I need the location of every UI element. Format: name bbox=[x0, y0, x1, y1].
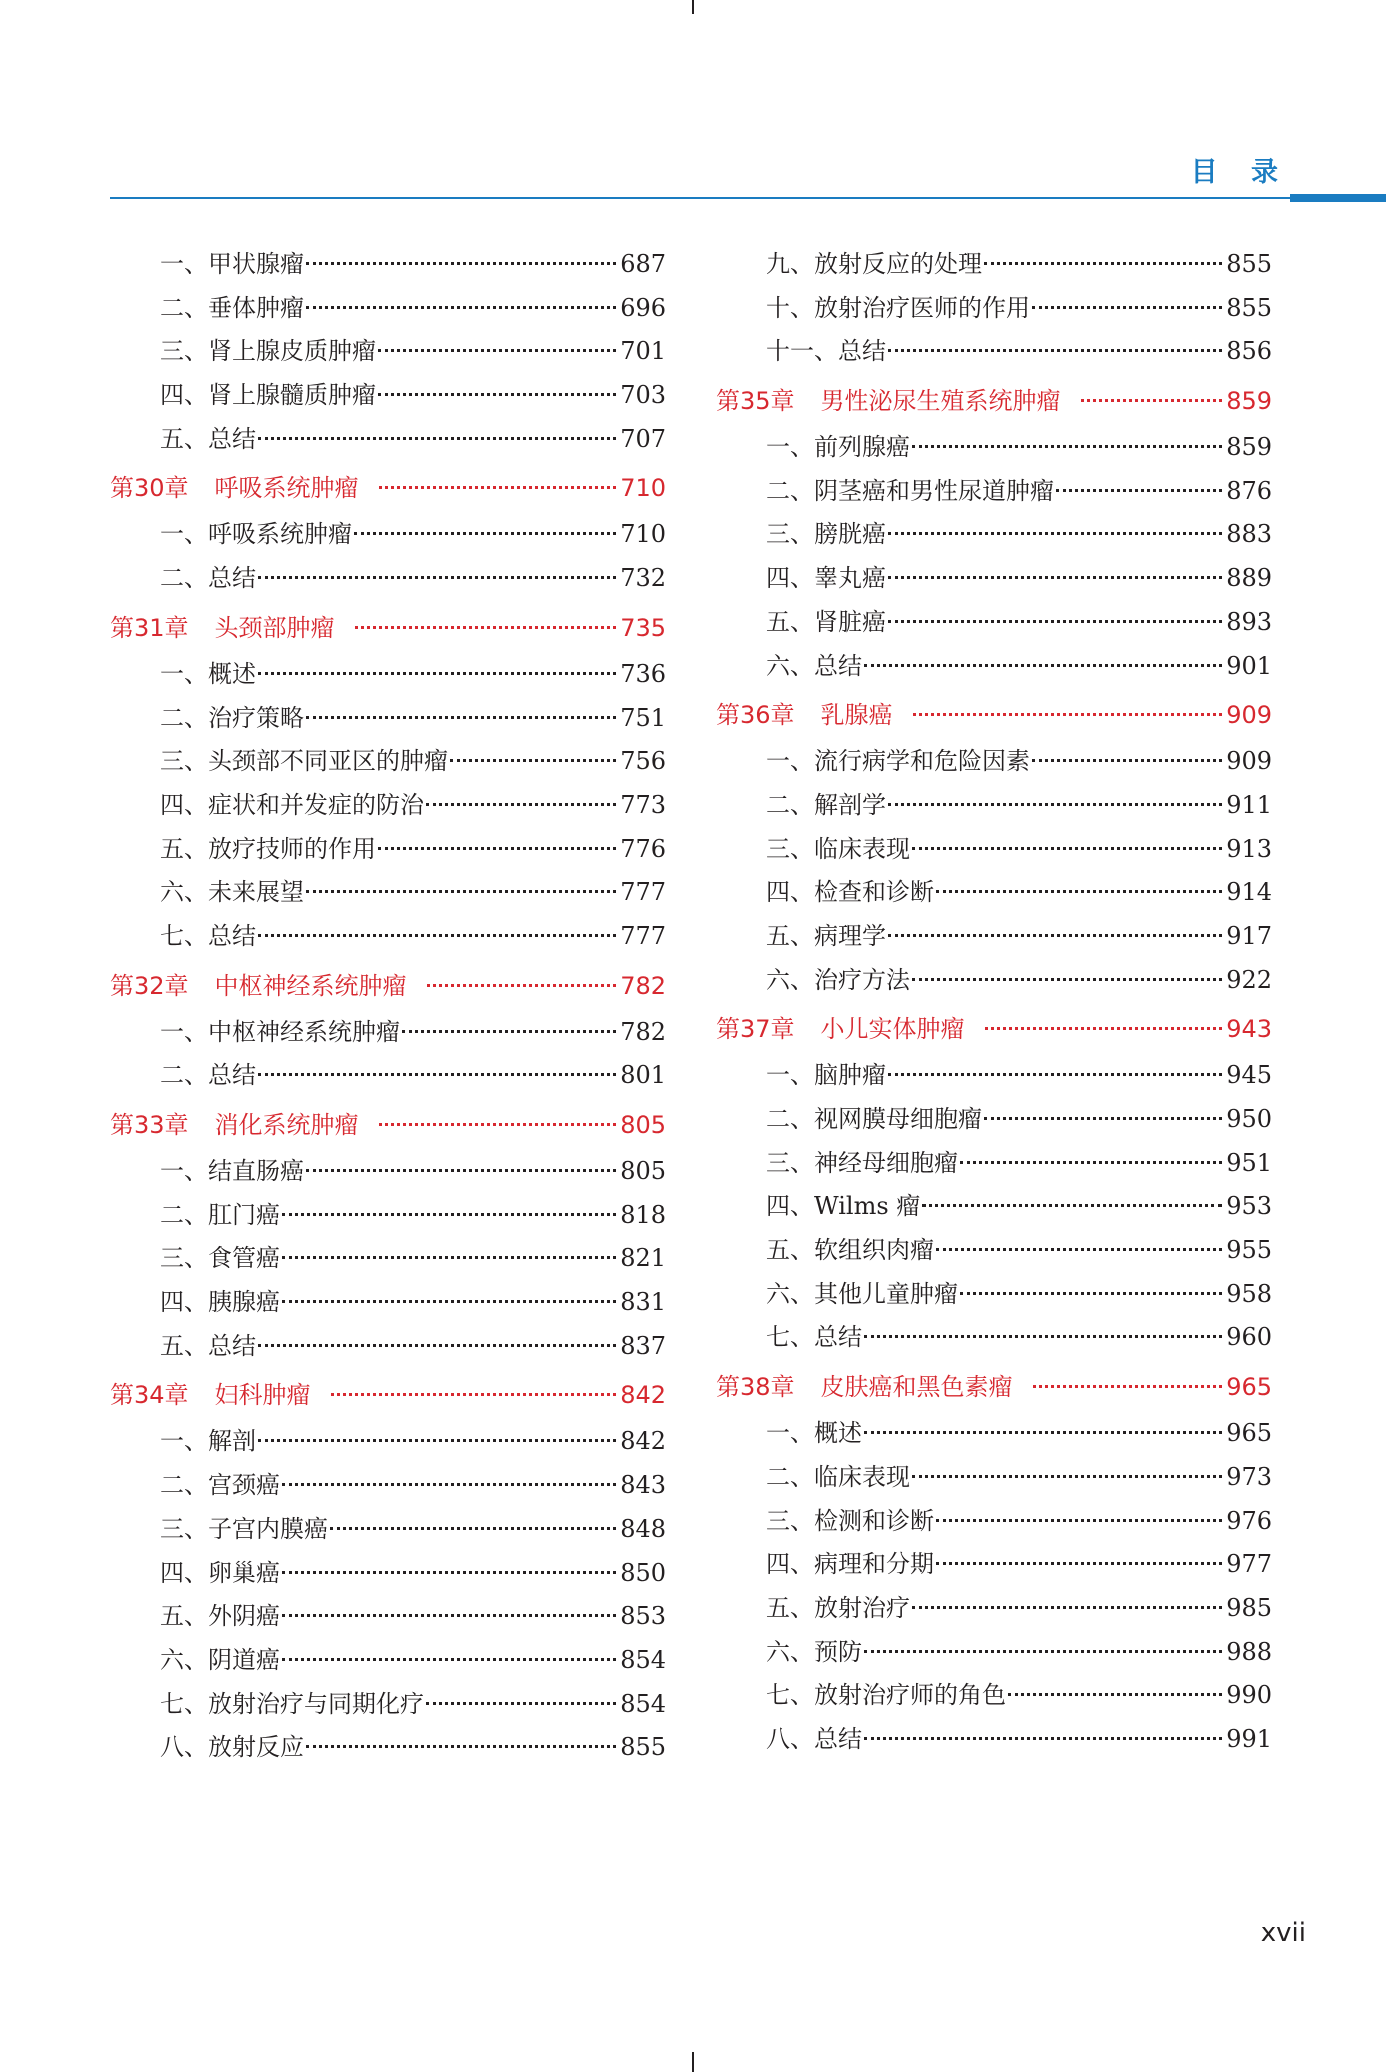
dot-leader bbox=[985, 1027, 1222, 1030]
page-reference: 853 bbox=[620, 1602, 666, 1631]
dot-leader bbox=[1081, 399, 1222, 402]
dot-leader bbox=[258, 1073, 616, 1076]
page-reference: 955 bbox=[1226, 1236, 1272, 1265]
toc-entry-label: 十一、总结 bbox=[766, 337, 886, 366]
toc-entry-label: 二、阴茎癌和男性尿道肿瘤 bbox=[766, 476, 1054, 505]
page-reference: 776 bbox=[620, 834, 666, 863]
dot-leader bbox=[1032, 759, 1222, 762]
page-reference: 990 bbox=[1226, 1681, 1272, 1710]
dot-leader bbox=[984, 262, 1222, 265]
toc-entry[interactable] bbox=[110, 871, 666, 915]
page-reference: 855 bbox=[1226, 293, 1272, 322]
page-reference: 710 bbox=[620, 474, 666, 503]
dot-leader bbox=[355, 626, 616, 629]
chapter-number: 第31章 bbox=[110, 613, 189, 642]
dot-leader bbox=[864, 1335, 1222, 1338]
page-reference: 773 bbox=[620, 790, 666, 819]
dot-leader bbox=[282, 1256, 616, 1259]
dot-leader bbox=[378, 393, 616, 396]
toc-entry[interactable] bbox=[716, 601, 1272, 645]
toc-entry[interactable] bbox=[716, 513, 1272, 557]
toc-entry-label: 四、胰腺癌 bbox=[160, 1288, 280, 1317]
page-reference: 831 bbox=[620, 1288, 666, 1317]
chapter-title: 消化系统肿瘤 bbox=[214, 1111, 359, 1139]
toc-entry[interactable] bbox=[716, 784, 1272, 828]
dot-leader bbox=[306, 262, 616, 265]
toc-entry[interactable] bbox=[110, 374, 666, 418]
toc-entry-label: 一、解剖 bbox=[160, 1427, 256, 1456]
toc-entry[interactable] bbox=[110, 1325, 666, 1369]
chapter-title: 男性泌尿生殖系统肿瘤 bbox=[820, 387, 1061, 416]
toc-entry[interactable] bbox=[110, 697, 666, 741]
page-reference: 883 bbox=[1226, 520, 1272, 549]
page-reference: 696 bbox=[620, 293, 666, 322]
dot-leader bbox=[427, 984, 616, 987]
toc-entry-label: 三、食管癌 bbox=[160, 1244, 280, 1273]
toc-entry[interactable] bbox=[716, 1718, 1272, 1762]
dot-leader bbox=[258, 1344, 616, 1347]
page-reference: 843 bbox=[620, 1471, 666, 1500]
page-reference: 842 bbox=[620, 1427, 666, 1456]
toc-left-column bbox=[110, 243, 666, 1770]
header-accent-bar bbox=[1290, 194, 1386, 202]
page-reference: 736 bbox=[620, 659, 666, 688]
page-reference: 917 bbox=[1226, 921, 1272, 950]
toc-entry[interactable] bbox=[716, 871, 1272, 915]
toc-entry[interactable] bbox=[110, 418, 666, 462]
toc-entry-label: 二、总结 bbox=[160, 564, 256, 593]
toc-entry-label: 二、肛门癌 bbox=[160, 1200, 280, 1229]
toc-entry-label: 三、检测和诊断 bbox=[766, 1506, 934, 1535]
toc-entry[interactable] bbox=[110, 1595, 666, 1639]
toc-entry[interactable] bbox=[110, 828, 666, 872]
page-reference: 958 bbox=[1226, 1279, 1272, 1308]
page-reference: 703 bbox=[620, 381, 666, 410]
chapter-title: 乳腺癌 bbox=[820, 701, 893, 730]
dot-leader bbox=[402, 1030, 616, 1033]
page-reference: 855 bbox=[620, 1733, 666, 1762]
dot-leader bbox=[936, 1562, 1222, 1565]
chapter-number: 第35章 bbox=[716, 387, 795, 416]
dot-leader bbox=[1056, 489, 1222, 492]
page-reference: 876 bbox=[1226, 476, 1272, 505]
toc-entry-label: 一、概述 bbox=[766, 1419, 862, 1448]
page-reference: 901 bbox=[1226, 651, 1272, 680]
toc-entry-label: 一、前列腺癌 bbox=[766, 433, 910, 462]
toc-entry-label: 二、解剖学 bbox=[766, 790, 886, 819]
page-reference: 856 bbox=[1226, 337, 1272, 366]
dot-leader bbox=[258, 576, 616, 579]
chapter-number: 第37章 bbox=[716, 1015, 795, 1044]
crop-mark-bottom bbox=[692, 2052, 694, 2072]
toc-entry-label: 七、总结 bbox=[160, 921, 256, 950]
page-reference: 859 bbox=[1226, 387, 1272, 416]
toc-entry[interactable] bbox=[110, 740, 666, 784]
page-reference: 821 bbox=[620, 1244, 666, 1273]
dot-leader bbox=[1033, 1385, 1222, 1388]
chapter-number: 第33章 bbox=[110, 1111, 189, 1139]
toc-entry[interactable] bbox=[716, 243, 1272, 287]
toc-chapter-heading[interactable] bbox=[716, 1004, 1272, 1054]
toc-entry[interactable] bbox=[110, 243, 666, 287]
page-reference: 818 bbox=[620, 1200, 666, 1229]
page-reference: 893 bbox=[1226, 607, 1272, 636]
dot-leader bbox=[888, 803, 1222, 806]
dot-leader bbox=[888, 532, 1222, 535]
toc-entry[interactable] bbox=[110, 1683, 666, 1727]
toc-entry-label: 四、Wilms 瘤 bbox=[766, 1192, 921, 1221]
toc-entry-label: 三、肾上腺皮质肿瘤 bbox=[160, 337, 376, 366]
page-reference: 965 bbox=[1226, 1419, 1272, 1448]
page-reference: 756 bbox=[620, 747, 666, 776]
page-reference: 782 bbox=[620, 971, 666, 1000]
toc-right-column bbox=[716, 243, 1272, 1762]
page-reference: 943 bbox=[1226, 1015, 1272, 1044]
toc-entry[interactable] bbox=[716, 1316, 1272, 1360]
toc-entry[interactable] bbox=[716, 330, 1272, 374]
toc-entry[interactable] bbox=[716, 828, 1272, 872]
dot-leader bbox=[864, 1737, 1222, 1740]
page-reference: 701 bbox=[620, 337, 666, 366]
page-reference: 909 bbox=[1226, 701, 1272, 730]
chapter-title: 呼吸系统肿瘤 bbox=[214, 474, 359, 503]
page-reference: 973 bbox=[1226, 1462, 1272, 1491]
dot-leader bbox=[1008, 1693, 1222, 1696]
dot-leader bbox=[888, 576, 1222, 579]
dot-leader bbox=[912, 1475, 1222, 1478]
toc-entry[interactable] bbox=[110, 784, 666, 828]
toc-entry-label: 五、总结 bbox=[160, 424, 256, 453]
toc-entry[interactable] bbox=[716, 1185, 1272, 1229]
toc-entry-label: 四、睾丸癌 bbox=[766, 564, 886, 593]
dot-leader bbox=[888, 349, 1222, 352]
toc-entry[interactable] bbox=[110, 915, 666, 959]
dot-leader bbox=[888, 934, 1222, 937]
dot-leader bbox=[450, 759, 616, 762]
page-reference: 837 bbox=[620, 1331, 666, 1360]
dot-leader bbox=[282, 1300, 616, 1303]
dot-leader bbox=[936, 1248, 1222, 1251]
toc-entry[interactable] bbox=[110, 1237, 666, 1281]
page-reference: 913 bbox=[1226, 834, 1272, 863]
toc-entry[interactable] bbox=[110, 1194, 666, 1238]
toc-entry[interactable] bbox=[110, 513, 666, 557]
page-reference: 732 bbox=[620, 564, 666, 593]
dot-leader bbox=[282, 1614, 616, 1617]
toc-entry[interactable] bbox=[110, 1464, 666, 1508]
toc-entry[interactable] bbox=[716, 1412, 1272, 1456]
toc-chapter-heading[interactable] bbox=[716, 376, 1272, 426]
chapter-title: 妇科肿瘤 bbox=[214, 1381, 311, 1410]
dot-leader bbox=[331, 1393, 616, 1396]
toc-entry[interactable] bbox=[716, 1500, 1272, 1544]
toc-entry-label: 五、肾脏癌 bbox=[766, 607, 886, 636]
toc-entry[interactable] bbox=[716, 1229, 1272, 1273]
toc-entry-label: 六、预防 bbox=[766, 1637, 862, 1666]
toc-entry[interactable] bbox=[110, 1011, 666, 1055]
page-reference: 859 bbox=[1226, 433, 1272, 462]
toc-entry-label: 五、放疗技师的作用 bbox=[160, 834, 376, 863]
dot-leader bbox=[258, 437, 616, 440]
dot-leader bbox=[864, 1431, 1222, 1434]
toc-entry-label: 二、宫颈癌 bbox=[160, 1471, 280, 1500]
toc-entry[interactable] bbox=[716, 557, 1272, 601]
dot-leader bbox=[913, 713, 1222, 716]
toc-entry[interactable] bbox=[716, 1456, 1272, 1500]
toc-entry-label: 一、流行病学和危险因素 bbox=[766, 747, 1030, 776]
toc-entry-label: 一、呼吸系统肿瘤 bbox=[160, 520, 352, 549]
dot-leader bbox=[306, 890, 616, 893]
page-reference: 922 bbox=[1226, 965, 1272, 994]
toc-entry-label: 二、垂体肿瘤 bbox=[160, 293, 304, 322]
toc-entry-label: 六、未来展望 bbox=[160, 878, 304, 907]
page-reference: 945 bbox=[1226, 1061, 1272, 1090]
dot-leader bbox=[426, 803, 616, 806]
toc-entry-label: 一、甲状腺瘤 bbox=[160, 250, 304, 278]
toc-entry[interactable] bbox=[110, 1281, 666, 1325]
toc-entry-label: 二、治疗策略 bbox=[160, 703, 304, 732]
chapter-number: 第30章 bbox=[110, 474, 189, 503]
dot-leader bbox=[258, 934, 616, 937]
toc-entry-label: 二、临床表现 bbox=[766, 1462, 910, 1491]
toc-entry-label: 六、治疗方法 bbox=[766, 965, 910, 994]
toc-entry[interactable] bbox=[110, 1552, 666, 1596]
dot-leader bbox=[282, 1658, 616, 1661]
toc-entry-label: 三、头颈部不同亚区的肿瘤 bbox=[160, 747, 448, 776]
dot-leader bbox=[888, 620, 1222, 623]
toc-entry[interactable] bbox=[110, 1150, 666, 1194]
page-reference: 911 bbox=[1226, 790, 1272, 819]
dot-leader bbox=[936, 1519, 1222, 1522]
page-reference: 988 bbox=[1226, 1637, 1272, 1666]
dot-leader bbox=[379, 486, 616, 489]
page-reference: 950 bbox=[1226, 1105, 1272, 1133]
dot-leader bbox=[912, 978, 1222, 981]
toc-entry-label: 七、总结 bbox=[766, 1323, 862, 1352]
toc-entry-label: 一、脑肿瘤 bbox=[766, 1061, 886, 1090]
toc-entry[interactable] bbox=[716, 1674, 1272, 1718]
toc-entry[interactable] bbox=[716, 740, 1272, 784]
toc-entry[interactable] bbox=[716, 1543, 1272, 1587]
page-reference: 953 bbox=[1226, 1192, 1272, 1221]
toc-chapter-heading[interactable] bbox=[716, 1362, 1272, 1412]
dot-leader bbox=[912, 445, 1222, 448]
toc-chapter-heading[interactable] bbox=[110, 603, 666, 653]
page-reference: 951 bbox=[1226, 1148, 1272, 1177]
toc-entry[interactable] bbox=[716, 1142, 1272, 1186]
page-reference: 707 bbox=[620, 424, 666, 453]
page-reference: 687 bbox=[620, 250, 666, 278]
toc-entry-label: 二、视网膜母细胞瘤 bbox=[766, 1105, 982, 1133]
page-reference: 985 bbox=[1226, 1593, 1272, 1622]
toc-entry[interactable] bbox=[716, 426, 1272, 470]
chapter-title: 小儿实体肿瘤 bbox=[820, 1015, 965, 1044]
toc-entry-label: 四、检查和诊断 bbox=[766, 878, 934, 907]
page-reference: 889 bbox=[1226, 564, 1272, 593]
toc-entry[interactable] bbox=[110, 653, 666, 697]
toc-entry[interactable] bbox=[716, 959, 1272, 1003]
page-reference: 848 bbox=[620, 1514, 666, 1543]
page-reference: 801 bbox=[620, 1061, 666, 1090]
toc-entry-label: 五、放射治疗 bbox=[766, 1593, 910, 1622]
chapter-number: 第38章 bbox=[716, 1373, 795, 1402]
toc-entry-label: 六、其他儿童肿瘤 bbox=[766, 1279, 958, 1308]
page-reference: 777 bbox=[620, 921, 666, 950]
toc-entry-label: 四、肾上腺髓质肿瘤 bbox=[160, 381, 376, 410]
page-reference: 850 bbox=[620, 1558, 666, 1587]
dot-leader bbox=[306, 1169, 616, 1172]
page-number: xvii bbox=[1260, 1918, 1306, 1948]
page-reference: 842 bbox=[620, 1381, 666, 1410]
page-reference: 805 bbox=[620, 1111, 666, 1139]
toc-chapter-heading[interactable] bbox=[716, 690, 1272, 740]
toc-entry-label: 一、结直肠癌 bbox=[160, 1157, 304, 1185]
page-reference: 710 bbox=[620, 520, 666, 549]
toc-entry[interactable] bbox=[716, 1587, 1272, 1631]
toc-entry[interactable] bbox=[716, 645, 1272, 689]
toc-entry[interactable] bbox=[716, 1054, 1272, 1098]
dot-leader bbox=[379, 1123, 616, 1126]
toc-entry[interactable] bbox=[716, 287, 1272, 331]
dot-leader bbox=[912, 847, 1222, 850]
dot-leader bbox=[960, 1161, 1222, 1164]
dot-leader bbox=[282, 1213, 616, 1216]
page-reference: 976 bbox=[1226, 1506, 1272, 1535]
chapter-title: 皮肤癌和黑色素瘤 bbox=[820, 1373, 1013, 1402]
toc-entry-label: 五、外阴癌 bbox=[160, 1602, 280, 1631]
toc-entry[interactable] bbox=[110, 1420, 666, 1464]
toc-entry-label: 七、放射治疗师的角色 bbox=[766, 1681, 1006, 1710]
dot-leader bbox=[864, 664, 1222, 667]
dot-leader bbox=[330, 1527, 616, 1530]
dot-leader bbox=[282, 1571, 616, 1574]
dot-leader bbox=[912, 1606, 1222, 1609]
dot-leader bbox=[936, 890, 1222, 893]
dot-leader bbox=[354, 532, 616, 535]
toc-entry-label: 三、神经母细胞瘤 bbox=[766, 1148, 958, 1177]
page-reference: 854 bbox=[620, 1645, 666, 1674]
toc-entry-label: 五、总结 bbox=[160, 1331, 256, 1360]
toc-chapter-heading[interactable] bbox=[110, 463, 666, 513]
page-reference: 914 bbox=[1226, 878, 1272, 907]
page-reference: 855 bbox=[1226, 250, 1272, 278]
chapter-title: 头颈部肿瘤 bbox=[214, 613, 335, 642]
toc-entry[interactable] bbox=[110, 557, 666, 601]
dot-leader bbox=[922, 1204, 1222, 1207]
toc-chapter-heading[interactable] bbox=[110, 961, 666, 1011]
header-rule bbox=[110, 197, 1386, 199]
toc-entry-label: 六、阴道癌 bbox=[160, 1645, 280, 1674]
toc-entry[interactable] bbox=[110, 1054, 666, 1098]
page-reference: 965 bbox=[1226, 1373, 1272, 1402]
toc-entry[interactable] bbox=[110, 1639, 666, 1683]
toc-entry-label: 十、放射治疗医师的作用 bbox=[766, 293, 1030, 322]
toc-entry[interactable] bbox=[716, 470, 1272, 514]
page-reference: 777 bbox=[620, 878, 666, 907]
page-reference: 854 bbox=[620, 1689, 666, 1718]
dot-leader bbox=[1032, 306, 1222, 309]
toc-entry[interactable] bbox=[716, 1631, 1272, 1675]
toc-entry[interactable] bbox=[110, 1726, 666, 1770]
toc-entry-label: 三、临床表现 bbox=[766, 834, 910, 863]
toc-chapter-heading[interactable] bbox=[110, 1370, 666, 1420]
toc-entry-label: 八、放射反应 bbox=[160, 1733, 304, 1762]
page-reference: 735 bbox=[620, 613, 666, 642]
dot-leader bbox=[888, 1073, 1222, 1076]
toc-entry-label: 四、症状和并发症的防治 bbox=[160, 790, 424, 819]
dot-leader bbox=[306, 306, 616, 309]
dot-leader bbox=[426, 1702, 616, 1705]
chapter-number: 第34章 bbox=[110, 1381, 189, 1410]
toc-entry-label: 四、卵巢癌 bbox=[160, 1558, 280, 1587]
dot-leader bbox=[378, 349, 616, 352]
dot-leader bbox=[282, 1483, 616, 1486]
chapter-number: 第32章 bbox=[110, 971, 189, 1000]
toc-entry[interactable] bbox=[716, 1098, 1272, 1142]
page-reference: 977 bbox=[1226, 1550, 1272, 1579]
toc-entry-label: 四、病理和分期 bbox=[766, 1550, 934, 1579]
toc-entry-label: 五、软组织肉瘤 bbox=[766, 1236, 934, 1265]
toc-entry-label: 三、子宫内膜癌 bbox=[160, 1514, 328, 1543]
toc-entry-label: 九、放射反应的处理 bbox=[766, 250, 982, 278]
toc-entry-label: 六、总结 bbox=[766, 651, 862, 680]
page-reference: 805 bbox=[620, 1157, 666, 1185]
dot-leader bbox=[258, 672, 616, 675]
toc-entry-label: 五、病理学 bbox=[766, 921, 886, 950]
page-reference: 991 bbox=[1226, 1724, 1272, 1753]
toc-entry[interactable] bbox=[110, 287, 666, 331]
dot-leader bbox=[960, 1292, 1222, 1295]
crop-mark-top bbox=[692, 0, 694, 14]
dot-leader bbox=[306, 716, 616, 719]
page-reference: 909 bbox=[1226, 747, 1272, 776]
toc-entry-label: 三、膀胱癌 bbox=[766, 520, 886, 549]
toc-chapter-heading[interactable] bbox=[110, 1100, 666, 1150]
page-reference: 960 bbox=[1226, 1323, 1272, 1352]
toc-entry[interactable] bbox=[110, 330, 666, 374]
toc-entry[interactable] bbox=[716, 1273, 1272, 1317]
toc-entry[interactable] bbox=[716, 915, 1272, 959]
dot-leader bbox=[984, 1117, 1222, 1120]
toc-entry-label: 一、中枢神经系统肿瘤 bbox=[160, 1017, 400, 1046]
chapter-title: 中枢神经系统肿瘤 bbox=[214, 971, 407, 1000]
page-reference: 782 bbox=[620, 1017, 666, 1046]
toc-entry-label: 一、概述 bbox=[160, 659, 256, 688]
dot-leader bbox=[864, 1650, 1222, 1653]
toc-entry[interactable] bbox=[110, 1508, 666, 1552]
dot-leader bbox=[378, 847, 616, 850]
toc-entry-label: 七、放射治疗与同期化疗 bbox=[160, 1689, 424, 1718]
page-reference: 751 bbox=[620, 703, 666, 732]
dot-leader bbox=[306, 1745, 616, 1748]
dot-leader bbox=[258, 1439, 616, 1442]
page-header-title: 目 录 bbox=[1190, 157, 1290, 188]
toc-entry-label: 二、总结 bbox=[160, 1061, 256, 1090]
chapter-number: 第36章 bbox=[716, 701, 795, 730]
toc-entry-label: 八、总结 bbox=[766, 1724, 862, 1753]
